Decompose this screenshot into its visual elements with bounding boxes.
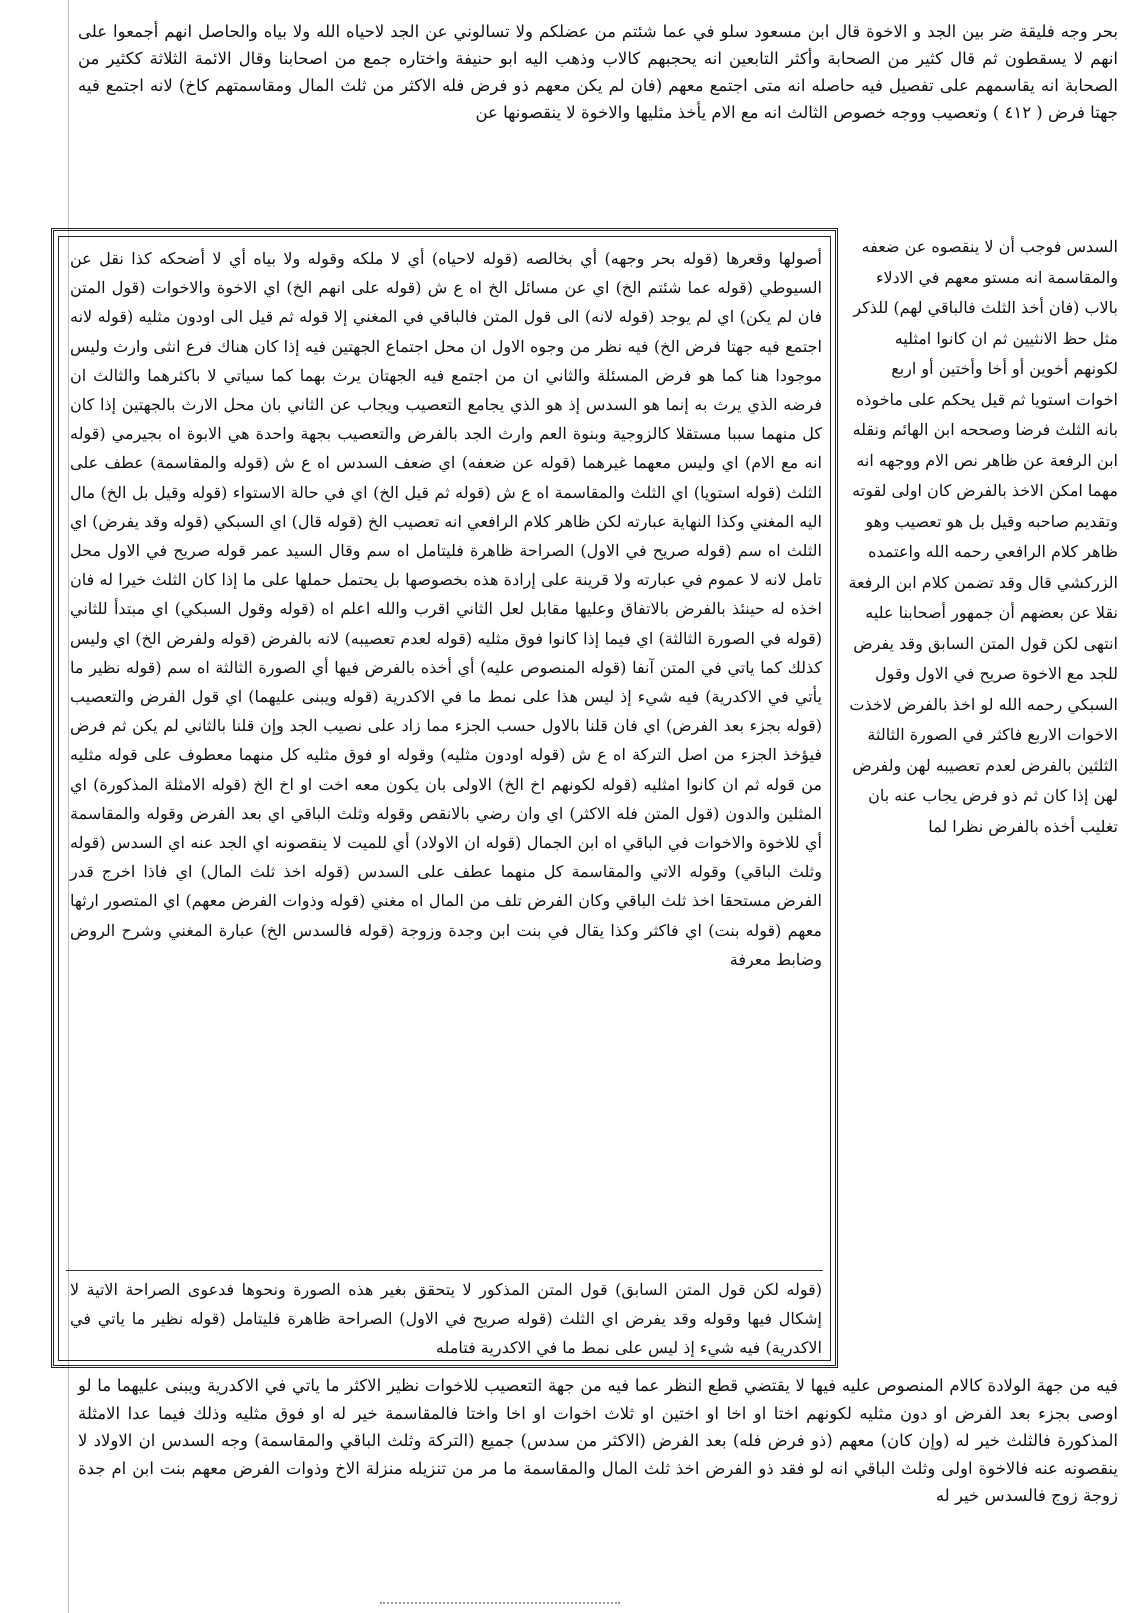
top-text-block — [78, 18, 1118, 126]
commentary-paragraph: أصولها وقعرها (قوله بحر وجهه) أي بخالصه (قوله لاحياه) أي لا ملكه وقوله ولا بياه أي لا أضحكه كذا نقل عن السيوطي (قوله عما شئتم الخ) اي عن مسائل الخ اه ع ش (قوله على انهم الخ) اي الاخوة والاخوات (قول المتن فان لم يكن) اي لم يوجد (قوله لانه) الى قول المتن فالباقي في المغني إلا قوله ثم قيل الى اودون مثليه (قوله لانه اجتمع فيه جهتا فرض الخ) فيه نظر من وجوه الاول ان محل اجتماع الجهتين فيه إذا كان هناك فرع انثى وارث وليس موجودا هنا كما هو فرض المسئلة والثاني ان من اجتمع فيه الجهتان يرث بهما كما سياتي لا باكثرهما والثالث ان فرضه الذي يرث به إنما هو السدس إذ هو الذي يجامع التعصيب ويجاب عن الثاني بان محل الارث بالجهتين إذا كان كل منهما سببا مستقلا كالزوجية وبنوة العم وارث الجد بالفرض والتعصيب بجهة واحدة هي الابوة اه بجيرمي (قوله انه مع الام) اي وليس معهما غيرهما (قوله عن ضعفه) اي ضعف السدس اه ع ش (قوله والمقاسمة) عطف على الثلث (قوله استويا) اي الثلث والمقاسمة اه ع ش (قوله ثم قيل الخ) اي في حالة الاستواء (قوله وقيل بل الخ) مال اليه المغني وكذا النهاية عبارته لكن ظاهر كلام الرافعي انه تعصيب الخ (قوله قال) اي السبكي (قوله وقد يفرض) اي الثلث اه سم (قوله صريح في الاول) الصراحة ظاهرة فليتامل اه سم وقال السيد عمر قوله صريح في الاول محل تامل لانه لا عموم في عبارته ولا قرينة على إرادة هذه بخصوصها بل يحتمل حملها على ما إذا كان الثلث خيرا له فان اخذه له حينئذ بالفرض بالاتفاق وعليها مقابل لعل الثاني اقرب والله اعلم اه (قوله وقول السبكي) اي مبتدأ للثاني (قوله في الصورة الثالثة) اي فيما إذا كانوا فوق مثليه (قوله لعدم تعصيبه) لانه بالفرض (قوله ولفرض الخ) اي وليس كذلك كما ياتي في المتن آنفا (قوله المنصوص عليه) أي أخذه بالفرض فيها أي الصورة الثالثة اه سم (قوله نظير ما يأتي في الاكدرية) فيه شيء إذ ليس هذا على نمط ما في الاكدرية (قوله ويبنى عليهما) اي قول الفرض والتعصيب (قوله بجزء بعد الفرض) اي فان قلنا بالاول حسب الجزء مما زاد على نصيب الجد وإن قلنا بالثاني لم يكن ثم فرض فيؤخذ الجزء من اصل التركة اه ع ش (قوله اودون مثليه) وقوله او فوق مثليه كل منهما معطوف على قوله مثليه من قوله ثم ان كانوا امثليه (قوله لكونهم اخ الخ) الاولى بان يكون معه اخت او اخ الخ (قوله الامثلة المذكورة) اي المثلين والدون (قول المتن فله الاكثر) اي وان رضي بالانقص وقوله وثلث الباقي اي بعد الفرض وقوله والمقاسمة أي للاخوة والاخوات في الباقي اه ابن الجمال (قوله ان الاولاد) أي للميت لا ينقصونه اي الجد عنه اي السدس (قوله وثلث الباقي) وقوله الاتي والمقاسمة كل منهما عطف على السدس (قوله اخذ ثلث المال) اي فاذا اخرج قدر الفرض مستحقا اخذ ثلث الباقي وكان الفرض تلف من المال اه مغني (قوله وذوات الفرض معهم) اي المتصور ارثها معهم (قوله بنت) اي فاكثر وكذا يقال في بنت ابن وجدة وزوجة (قوله فالسدس الخ) عبارة المغني وشرح الروض وضابط معرفة — [70, 249, 823, 969]
margin-paragraph: السدس فوجب أن لا ينقصوه عن ضعفه والمقاسمة انه مستو معهم في الادلاء بالاب (فان أخذ الثلث فالباقي لهم) للذكر مثل حظ الانثيين ثم ان كانوا امثليه لكونهم أخوين أو أخا وأختين أو اربع اخوات استويا ثم قيل يحكم على ماخوذه بانه الثلث فرضا وصححه ابن الهائم ونقله ابن الرفعة عن ظاهر نص الام ووجهه انه مهما امكن الاخذ بالفرض كان اولى لقوته وتقديم صاحبه وقيل بل هو تعصيب وهو ظاهر كلام الرافعي رحمه الله واعتمده الزركشي قال وقد تضمن كلام ابن الرفعة نقلا عن بعضهم أن جمهور أصحابنا عليه انتهى لكن قول المتن السابق وقد يفرض للجد مع الاخوة صريح في الاول وقول السبكي رحمه الله لو اخذ بالفرض لاخذت الاخوات الاربع فاكثر في الصورة الثالثة الثلثين بالفرض لعدم تعصيبه لهن ولفرض لهن إذا كان ثم ذو فرض يجاب عنه بان تغليب أخذه بالفرض نظرا لما — [848, 237, 1118, 836]
top-paragraph: بحر وجه فليقة ضر بين الجد و الاخوة قال ابن مسعود سلو في عما شئتم من عضلكم ولا تسالوني عن الجد لاحياه الله ولا بياه والحاصل انهم أجمعوا على انهم لا يسقطون ثم قال كثير من الصحابة وأكثر التابعين انه يحجبهم كالاب وذهب اليه ابو حنيفة واختاره جمع من اصحابنا وقال الائمة الثلاثة ككثير من الصحابة انه يقاسمهم على تفصيل فيه حاصله انه متى اجتمع معهم (فان لم يكن معهم ذو فرض فله الاكثر من ثلث المال ومقاسمتهم كاخ) لانه اجتمع فيه جهتا فرض ( ٤١٢ ) وتعصيب ووجه خصوص الثالث انه مع الام يأخذ مثليها والاخوة لا ينقصونها عن — [78, 22, 1118, 122]
commentary-text-block — [70, 244, 822, 974]
bottom-text-block — [78, 1372, 1118, 1510]
bottom-paragraph: فيه من جهة الولادة كالام المنصوص عليه فيها لا يقتضي قطع النظر عما فيه من جهة التعصيب للاخوات نظير الاكثر ما ياتي في الاكدرية ويبنى عليهما ما لو اوصى بجزء بعد الفرض او دون مثليه لكونهم اختا او اخا او اختين او ثلاث اخوات او اخا واختا فالمقاسمة خير له او فوق مثليه وذلك فيما عدا الامثلة المذكورة فالثلث خير له (وإن كان) معهم (ذو فرض فله) بعد الفرض (الاكثر من سدس) جميع (التركة وثلث الباقي والمقاسمة) وجه السدس ان الاولاد لا ينقصونه عنه فالاخوة اولى وثلث الباقي انه لو فقد ذو الفرض اخذ ثلث المال والمقاسمة ما مر من تنزيله منزلة الاخ وذوات الفرض معهم بنت ابن ام جدة زوجة زوج فالسدس خير له — [78, 1376, 1118, 1505]
footnote-text-block — [70, 1275, 822, 1362]
footnote-paragraph: (قوله لكن قول المتن السابق) قول المتن المذكور لا يتحقق بغير هذه الصورة ونحوها فدعوى الصراحة الاتية لا إشكال فيها وقوله وقد يفرض اي الثلث (قوله صريح في الاول) الصراحة ظاهرة فليتامل (قوله نظير ما ياتي في الاكدرية) فيه شيء إذ ليس على نمط ما في الاكدرية فتامله — [70, 1280, 822, 1357]
margin-column — [846, 232, 1118, 842]
scan-edge-mark — [380, 1602, 620, 1608]
footnote-divider — [66, 1270, 823, 1271]
